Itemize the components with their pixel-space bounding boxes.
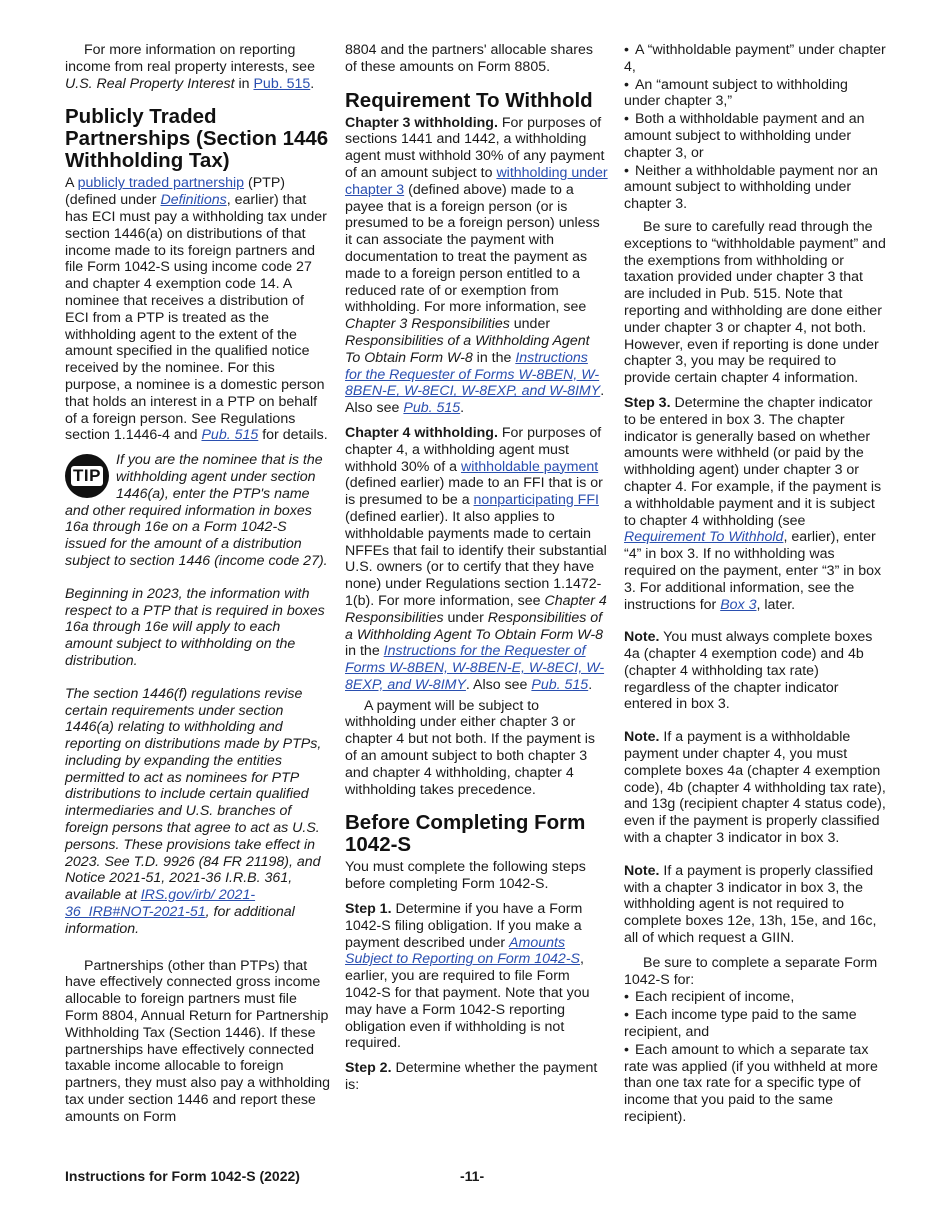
- tip-icon: TIP: [65, 454, 109, 498]
- paragraph-chapter-4-withholding: Chapter 4 withholding. For purposes of chapter 4, a withholding agent must withhold 30% of a withholdable payment (defined earlier) made to an FFI that is or is presumed to be a nonparticipating FFI (defined earlier). It also applies to withholdable payments made to certain NFFEs that fail to identify their substantial U.S. owners (or to certify that they have none) under Regulations section 1.1472-1(b). For more information, see Chapter 4 Responsibilities under Responsibilities of a Withholding Agent To Obtain Form W-8 in the Instructions for the Requester of Forms W-8BEN, W-8BEN-E, W-8ECI, W-8EXP, and W-8IMY. Also see Pub. 515.: [345, 424, 607, 693]
- paragraph-step-1: Step 1. Determine if you have a Form 1042-S filing obligation. If you make a payment described under Amounts Subject to Reporting on Form 1042-S, earlier, you are required to file Form 1042-S for that payment. Note that you may have a Form 1042-S reporting obligation even if withholding is not required.: [345, 901, 590, 1052]
- list-item: • Each amount to which a separate tax rate was applied (if you withheld at more than one tax rate for a specific type of income that you paid to the same recipient).: [624, 1042, 886, 1126]
- link-pub-515[interactable]: Pub. 515: [531, 676, 589, 693]
- paragraph-step-3: Step 3. Determine the chapter indicator to be entered in box 3. The chapter indicator is generally based on whether amounts were withheld (or paid by the withholding agent) under chapter 3 or chapter 4. For example, if the payment is a withholdable payment and it is subject to chapter 4 withholding (see Requirement To Withhold, earlier), enter “4” in box 3. If no withholding was required on the payment, enter “3” in box 3. For additional information, see the instructions for Box 3, later.: [624, 394, 882, 613]
- link-requirement-to-withhold[interactable]: Requirement To Withhold: [624, 529, 784, 546]
- column-left: [65, 42, 330, 1134]
- link-pub-515[interactable]: Pub. 515: [201, 427, 259, 444]
- list-item: • Neither a withholdable payment nor an amount subject to withholding under chapter 3.: [624, 163, 886, 213]
- column-right: [624, 42, 886, 1127]
- tip-box: [65, 452, 330, 938]
- paragraph-chapter-3-withholding: Chapter 3 withholding. For purposes of sections 1441 and 1442, a withholding agent must withhold 30% of any payment of an amount subject to withholding under chapter 3 (defined above) made to a payee that is a foreign person (or is presumed to be a foreign person) unless it can associate the payment with documentation to treat the payment as made to a foreign person entitled to a reduced rate of or exemption from withholding. For more information, see Chapter 3 Responsibilities under Responsibilities of a Withholding Agent To Obtain Form W-8 in the Instructions for the Requester of Forms W-8BEN, W-8BEN-E, W-8ECI, W-8EXP, and W-8IMY. Also see Pub. 515.: [345, 114, 608, 417]
- link-withholdable-payment[interactable]: withholdable payment: [460, 458, 599, 475]
- heading-publicly-traded-partnerships: Publicly Traded Partnerships (Section 1446 Withholding Tax): [65, 105, 329, 173]
- heading-requirement-to-withhold: Requirement To Withhold: [345, 88, 593, 112]
- tip-nominee: If you are the nominee that is the withholding agent under section 1446(a), enter the PTP's name and other required information in boxes 16a through 16e on a Form 1042-S issued for the amount of a distribution subject to section 1446 (income code 27).: [65, 452, 328, 569]
- link-publicly-traded-partnership[interactable]: publicly traded partnership: [77, 175, 245, 192]
- paragraph-either-chapter: A payment will be subject to withholding under either chapter 3 or chapter 4 but not both. If the payment is of an amount subject to both chapter 3 and chapter 4 withholding, chapter 4 withholding takes precedence.: [345, 697, 596, 798]
- paragraph-real-property: For more information on reporting income from real property interests, see U.S. Real Property Interest in Pub. 515.: [65, 42, 315, 92]
- note-boxes-4a-4b: Note. You must always complete boxes 4a (chapter 4 exemption code) and 4b (chapter 4 withholding tax rate) regardless of the chapter indicator entered in box 3.: [624, 629, 873, 713]
- paragraph-form-8805: 8804 and the partners' allocable shares of these amounts on Form 8805.: [345, 42, 594, 75]
- link-amounts-subject-to-reporting[interactable]: Amounts Subject to Reporting on Form 1042-S: [345, 934, 581, 968]
- separate-form-list: [624, 989, 886, 1125]
- list-item: • A “withholdable payment” under chapter 4,: [624, 42, 886, 76]
- tip-section-1446f: The section 1446(f) regulations revise certain requirements under section 1446(a) relating to withholding and reporting on distributions made by PTPs, including by expanding the entities permitted to act as nominees for PTP distributions to include certain qualified intermediaries and U.S. branches of foreign persons that agree to act as U.S. persons. These provisions take effect in 2023. See T.D. 9926 (84 FR 21198), and Notice 2021-51, 2021-36 I.R.B. 361, available at IRS.gov/irb/ 2021-36_IRB#NOT-2021-51, for additional information.: [65, 685, 322, 937]
- list-item: • Each recipient of income,: [624, 989, 886, 1006]
- list-item: • Both a withholdable payment and an amount subject to withholding under chapter 3, or: [624, 111, 886, 161]
- page-number: -11-: [460, 1168, 485, 1184]
- list-item: • An “amount subject to withholding under chapter 3,”: [624, 77, 886, 111]
- link-instructions-w8[interactable]: Instructions for the Requester of Forms W-8BEN, W-8BEN-E, W-8ECI, W-8EXP, and W-8IMY: [345, 643, 605, 693]
- link-pub-515[interactable]: Pub. 515: [253, 75, 311, 92]
- paragraph-ptp: A publicly traded partnership (PTP) (defined under Definitions, earlier) that has ECI must pay a withholding tax under section 1446(a) on distributions of that income made to its foreign partners and file Form 1042-S using income code 27 and chapter 4 exemption code 14. A nominee that receives a distribution of ECI from a PTP is treated as the withholding agent to the extent of the amount specified in the qualified notice received by the nominee. For this purpose, a nominee is a domestic person that holds an interest in a PTP on behalf of a foreign person. See Regulations section 1.1446-4 and Pub. 515 for details.: [65, 175, 328, 444]
- link-irs-gov-irb[interactable]: IRS.gov/irb/ 2021-36_IRB#NOT-2021-51: [65, 887, 256, 921]
- note-giin: Note. If a payment is properly classified with a chapter 3 indicator in box 3, the withholding agent is not required to complete boxes 12e, 13h, 15e, and 16c, all of which request a GIIN.: [624, 862, 877, 947]
- note-withholdable-payment: Note. If a payment is a withholdable payment under chapter 4, you must complete boxes 4a (chapter 4 exemption code), 4b (chapter 4 withholding tax rate), and 13g (recipient chapter 4 status code), even if the payment is properly classified with a chapter 3 indicator in box 3.: [624, 729, 886, 847]
- paragraph-step-2: Step 2. Determine whether the payment is:: [345, 1060, 598, 1094]
- column-middle: [345, 42, 608, 1102]
- link-pub-515[interactable]: Pub. 515: [403, 400, 461, 417]
- paragraph-partnerships-other: Partnerships (other than PTPs) that have effectively connected gross income allocable to foreign partners must file Form 8804, Annual Return for Partnership Withholding Tax (Section 1446). If these partnerships have effectively connected taxable income allocable to foreign partners, they must also pay a withholding tax under section 1446 and report these amounts on Form: [65, 957, 330, 1125]
- footer-document-title: Instructions for Form 1042-S (2022): [65, 1168, 300, 1184]
- payment-type-list: [624, 42, 886, 213]
- link-nonparticipating-ffi[interactable]: nonparticipating FFI: [473, 492, 599, 509]
- tip-beginning-2023: Beginning in 2023, the information with respect to a PTP that is required in boxes 16a through 16e will apply to each amount subject to withholding on the distribution.: [65, 585, 325, 669]
- link-box-3[interactable]: Box 3: [720, 596, 757, 613]
- list-item: • Each income type paid to the same recipient, and: [624, 1007, 886, 1041]
- paragraph-separate-form: Be sure to complete a separate Form 1042-S for:: [624, 954, 878, 988]
- link-definitions[interactable]: Definitions: [160, 192, 227, 209]
- paragraph-read-exceptions: Be sure to carefully read through the exceptions to “withholdable payment” and the exemptions from withholding or taxation provided under chapter 3 that are included in Pub. 515. Note that reporting and withholding are done either under chapter 3 or chapter 4, not both. However, even if reporting is done under chapter 3, you may be required to provide certain chapter 4 information.: [624, 218, 886, 387]
- link-instructions-w8[interactable]: Instructions for the Requester of Forms W-8BEN, W-8BEN-E, W-8ECI, W-8EXP, and W-8IMY: [345, 349, 601, 400]
- heading-before-completing: Before Completing Form 1042-S: [345, 811, 586, 857]
- paragraph-following-steps: You must complete the following steps before completing Form 1042-S.: [345, 859, 586, 893]
- link-withholding-under-chapter-3[interactable]: withholding under chapter 3: [345, 164, 608, 198]
